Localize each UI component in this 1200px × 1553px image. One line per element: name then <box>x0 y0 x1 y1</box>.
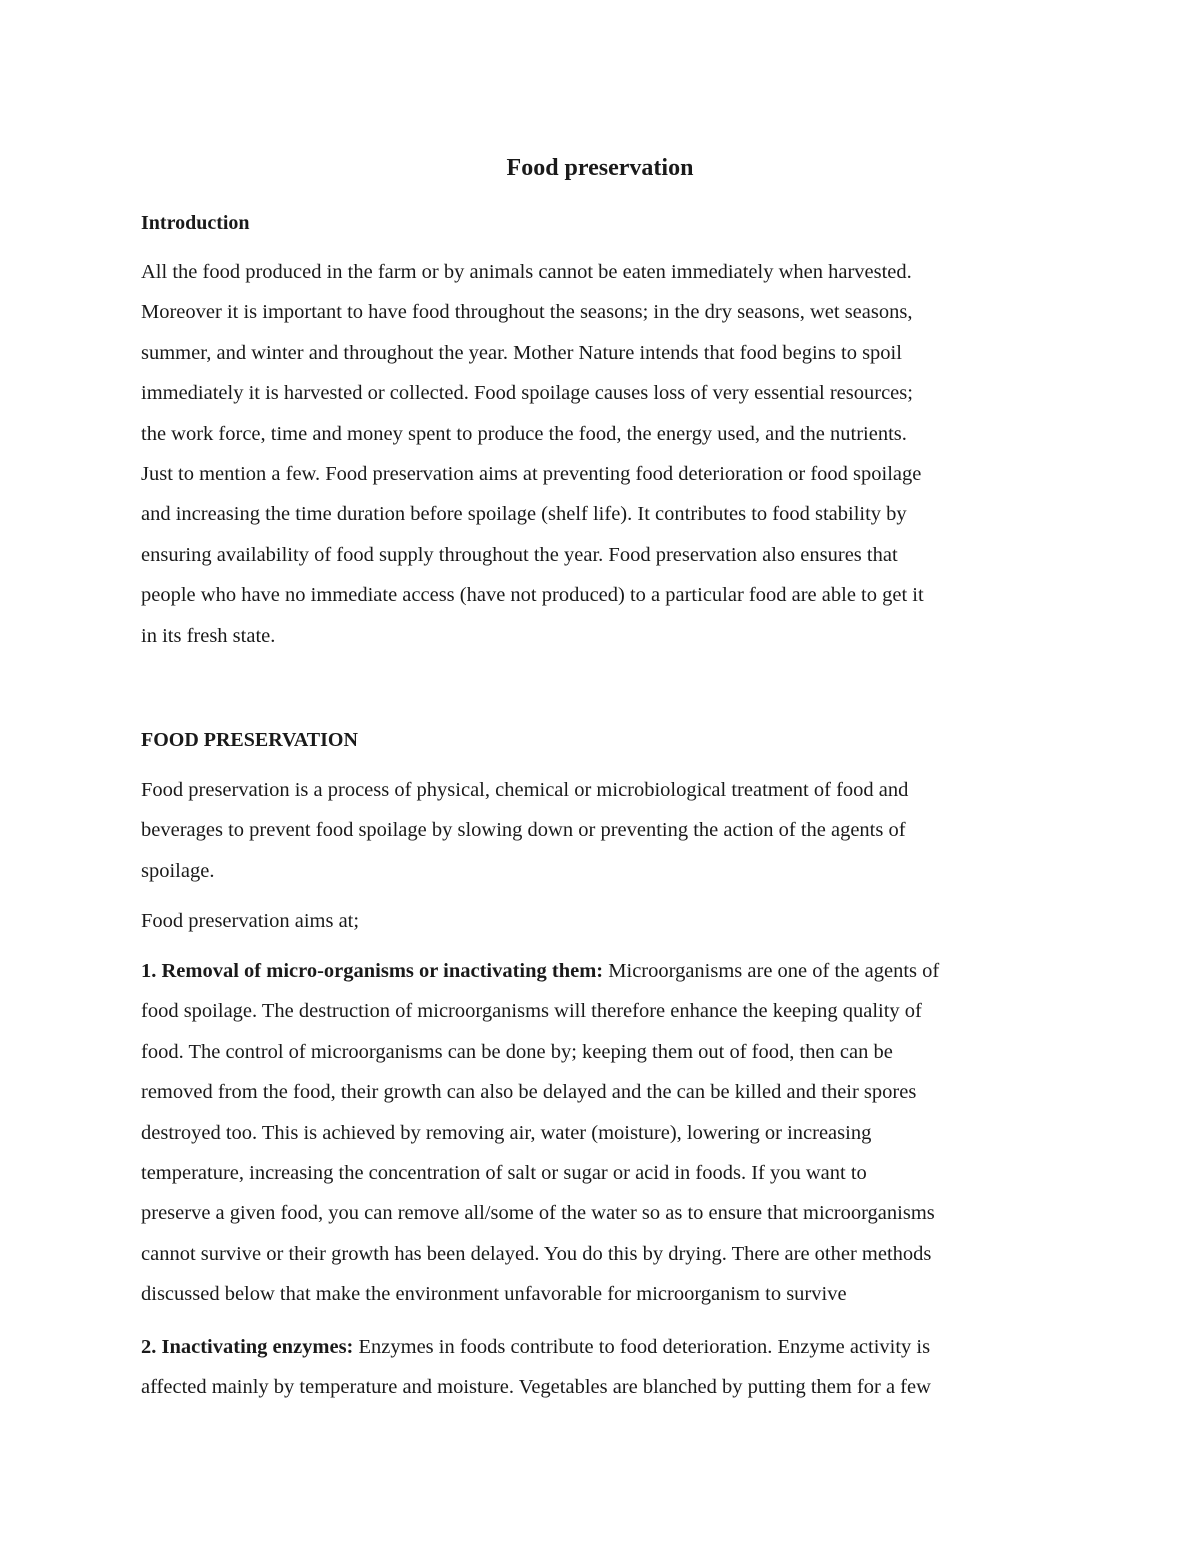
list-item-lead: 1. Removal of micro-organisms or inactivating them: <box>141 960 604 982</box>
introduction-heading: Introduction <box>141 212 250 234</box>
paragraph-line: destroyed too. This is achieved by removing air, water (moisture), lowering or increasing <box>141 1121 872 1144</box>
introduction-paragraph <box>141 252 1061 656</box>
food-preservation-heading: FOOD PRESERVATION <box>141 729 358 751</box>
paragraph-line: Moreover it is important to have food throughout the seasons; in the dry seasons, wet seasons, <box>141 301 913 324</box>
paragraph-line: in its fresh state. <box>141 624 276 647</box>
paragraph-line: discussed below that make the environment unfavorable for microorganism to survive <box>141 1283 847 1306</box>
paragraph-line: beverages to prevent food spoilage by slowing down or preventing the action of the agents of <box>141 819 906 842</box>
paragraph-line: Food preservation is a process of physical, chemical or microbiological treatment of food and <box>141 779 909 801</box>
aim-item-2 <box>141 1327 1061 1408</box>
aims-intro <box>141 901 1061 941</box>
paragraph-line: immediately it is harvested or collected. Food spoilage causes loss of very essential resources; <box>141 382 913 405</box>
paragraph-line: food. The control of microorganisms can be done by; keeping them out of food, then can be <box>141 1040 893 1063</box>
list-item-lead: 2. Inactivating enzymes: <box>141 1336 354 1358</box>
paragraph-line: people who have no immediate access (have not produced) to a particular food are able to get it <box>141 584 924 607</box>
paragraph-line: Just to mention a few. Food preservation aims at preventing food deterioration or food spoilage <box>141 463 922 486</box>
paragraph-line: food spoilage. The destruction of microorganisms will therefore enhance the keeping quality of <box>141 1000 922 1023</box>
paragraph-line: preserve a given food, you can remove all/some of the water so as to ensure that microorganisms <box>141 1202 935 1225</box>
paragraph-line: temperature, increasing the concentration of salt or sugar or acid in foods. If you want to <box>141 1162 867 1185</box>
list-item-text: Microorganisms are one of the agents of <box>603 960 940 982</box>
paragraph-line: removed from the food, their growth can also be delayed and the can be killed and their spores <box>141 1081 917 1104</box>
document-title: Food preservation <box>506 155 694 181</box>
paragraph-line: ensuring availability of food supply throughout the year. Food preservation also ensures that <box>141 543 898 566</box>
list-item-first-line <box>141 1327 1061 1367</box>
paragraph-line: and increasing the time duration before spoilage (shelf life). It contributes to food stability by <box>141 503 907 526</box>
paragraph-line: summer, and winter and throughout the year. Mother Nature intends that food begins to spoil <box>141 341 902 364</box>
paragraph-line: the work force, time and money spent to produce the food, the energy used, and the nutrients. <box>141 422 907 445</box>
paragraph-line: affected mainly by temperature and moisture. Vegetables are blanched by putting them for a few <box>141 1376 931 1399</box>
aim-item-1 <box>141 951 1061 1315</box>
definition-paragraph <box>141 770 1061 891</box>
list-item-text: Enzymes in foods contribute to food deterioration. Enzyme activity is <box>353 1336 931 1358</box>
paragraph-line: All the food produced in the farm or by animals cannot be eaten immediately when harvested. <box>141 261 912 283</box>
paragraph-line: Food preservation aims at; <box>141 910 360 932</box>
paragraph-line: cannot survive or their growth has been delayed. You do this by drying. There are other methods <box>141 1242 932 1265</box>
list-item-first-line <box>141 951 1061 991</box>
paragraph-line: spoilage. <box>141 859 215 882</box>
